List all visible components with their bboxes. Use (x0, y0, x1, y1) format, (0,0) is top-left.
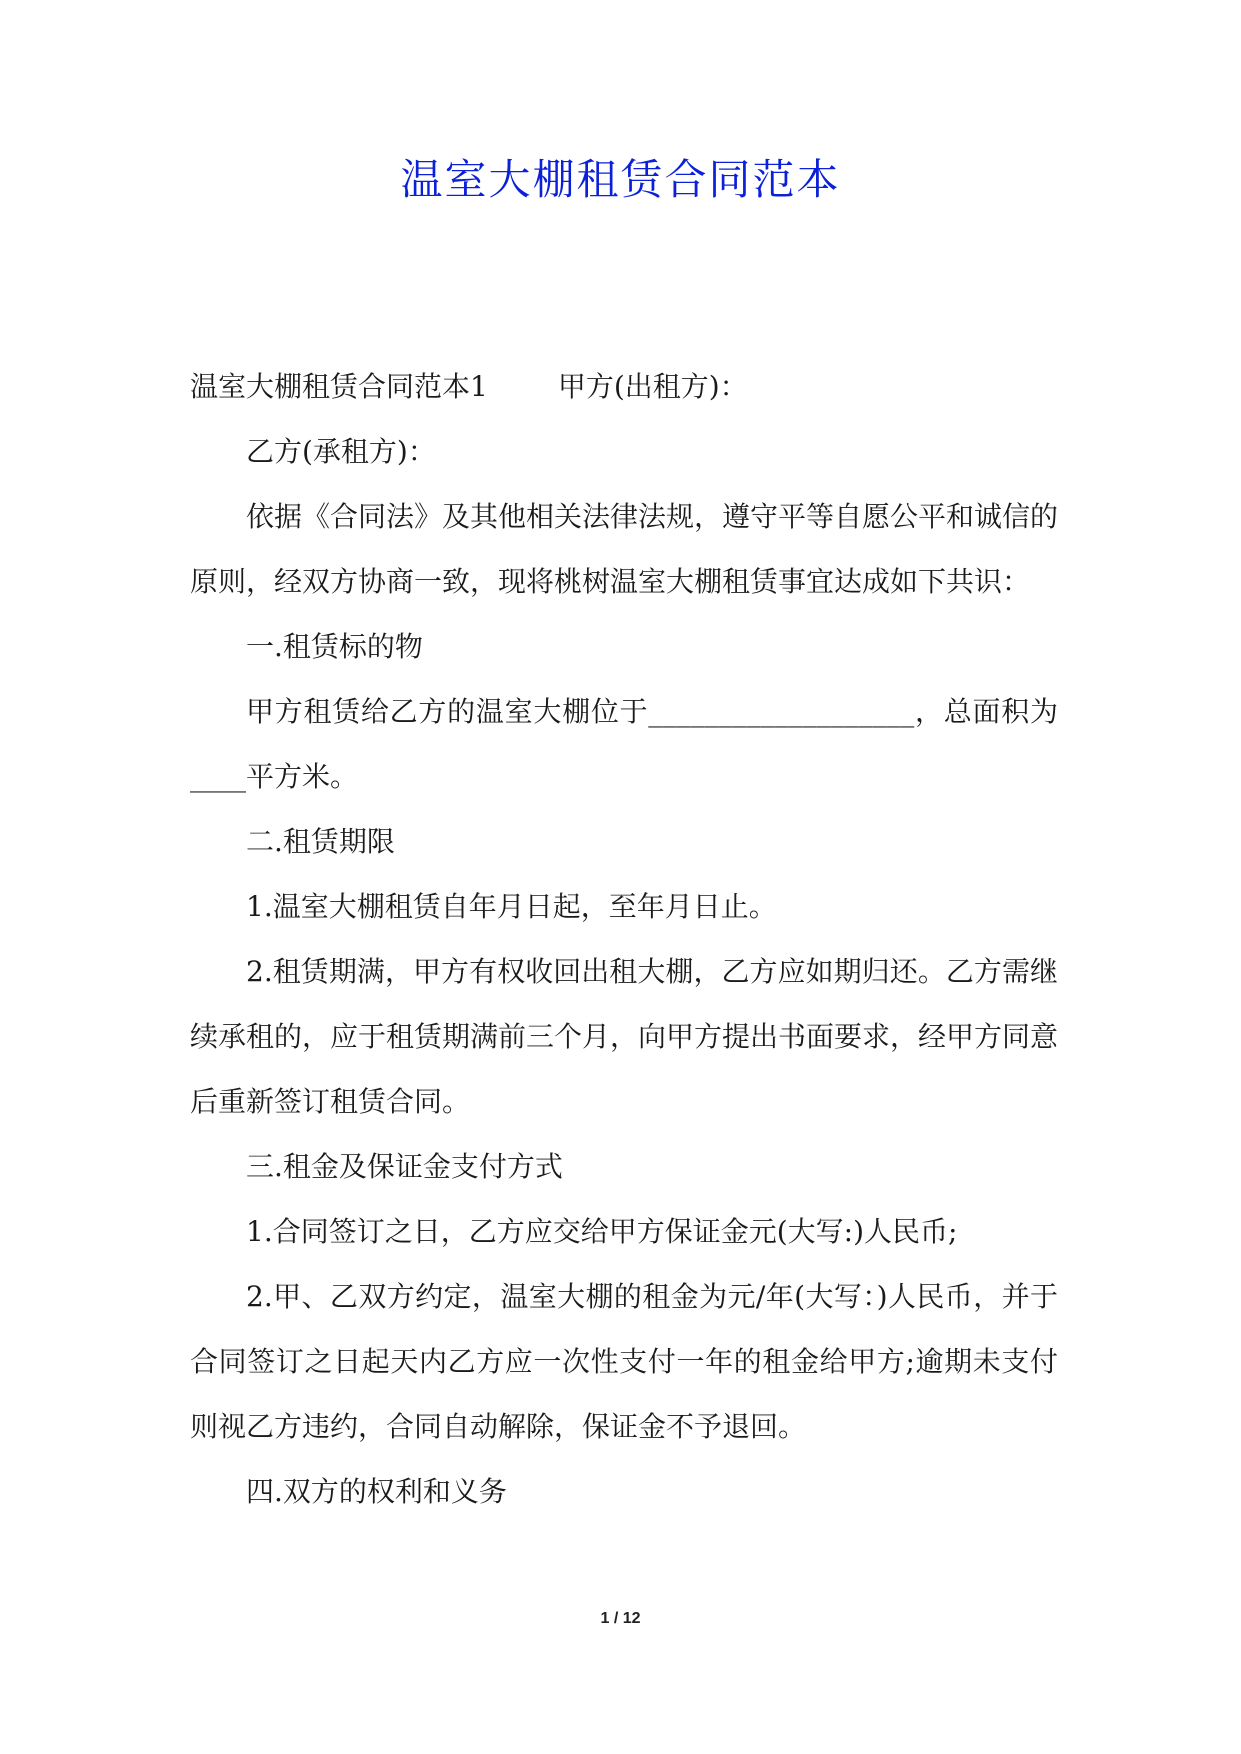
contract-section-heading: 温室大棚租赁合同范本1 (190, 370, 488, 403)
payment-clause-2: 2.甲、乙双方约定，温室大棚的租金为元/年(大写：)人民币，并于合同签订之日起天内乙方应一次性支付一年的租金给甲方;逾期未支付则视乙方违约，合同自动解除，保证金不予退回。 (190, 1280, 1058, 1443)
party-a-label: 甲方(出租方)： (557, 370, 748, 403)
lease-term-clause-2: 2.租赁期满，甲方有权收回出租大棚，乙方应如期归还。乙方需继续承租的，应于租赁期满前三个月，向甲方提出书面要求，经甲方同意后重新签订租赁合同。 (190, 955, 1059, 1118)
section-heading-4: 四.双方的权利和义务 (246, 1475, 507, 1508)
section-heading-3: 三.租金及保证金支付方式 (246, 1150, 563, 1183)
section-heading-2: 二.租赁期限 (246, 825, 395, 858)
section-heading-1: 一.租赁标的物 (246, 630, 423, 663)
lease-term-clause-1: 1.温室大棚租赁自年月日起，至年月日止。 (246, 890, 777, 923)
page-number: 1 / 12 (600, 1610, 641, 1627)
preamble-paragraph: 依据《合同法》及其他相关法律法规，遵守平等自愿公平和诚信的原则，经双方协商一致，现将桃树温室大棚租赁事宜达成如下共识： (190, 500, 1059, 598)
document-body (190, 354, 1058, 1524)
first-line (190, 354, 1058, 419)
lease-object-paragraph: 甲方租赁给乙方的温室大棚位于___________________，总面积为____平方米。 (190, 695, 1058, 793)
party-b-label: 乙方(承租方)： (246, 435, 436, 468)
document-title: 温室大棚租赁合同范本 (400, 155, 841, 204)
payment-clause-1: 1.合同签订之日，乙方应交给甲方保证金元(大写:)人民币; (246, 1215, 958, 1248)
